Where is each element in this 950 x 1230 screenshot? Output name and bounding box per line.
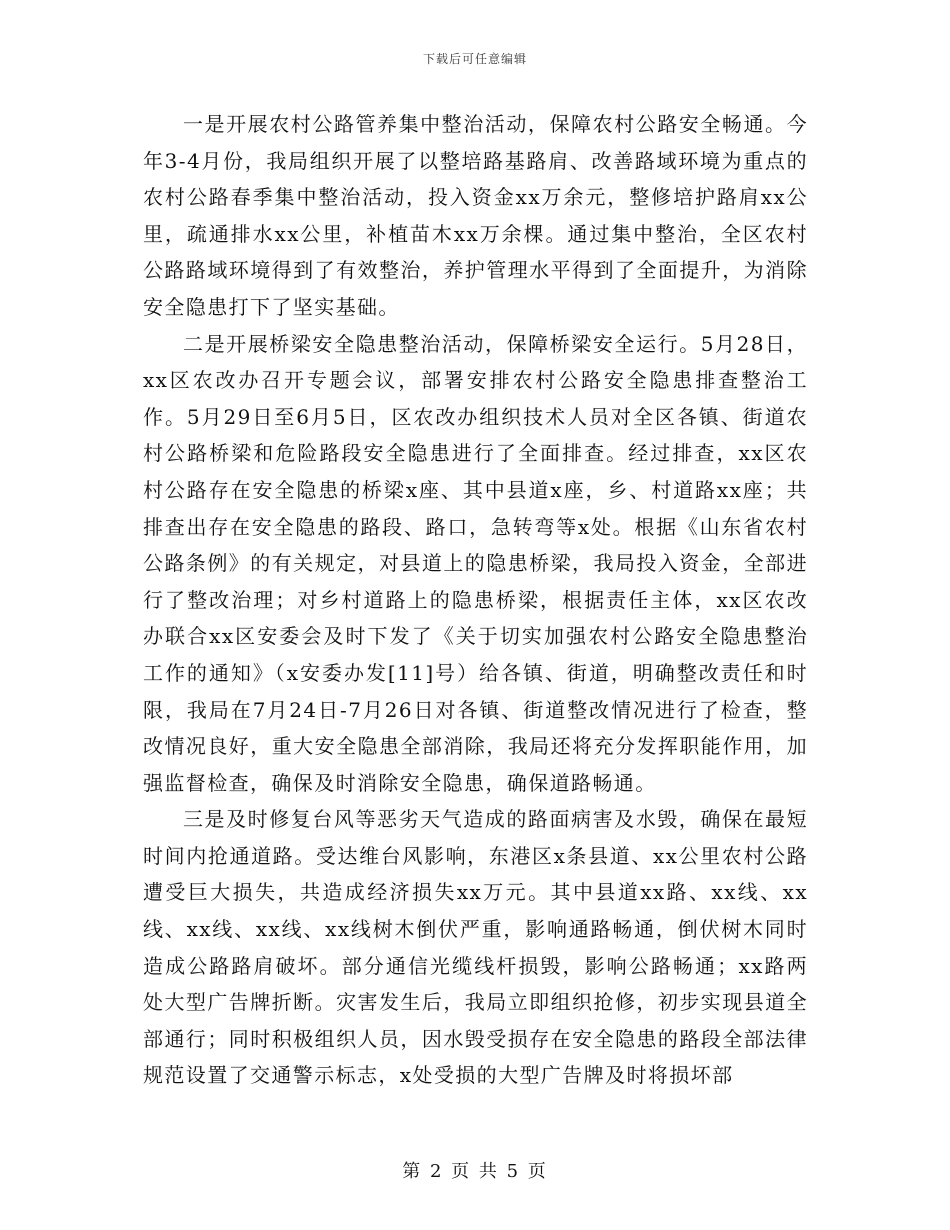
paragraph-2: 二是开展桥梁安全隐患整治活动，保障桥梁安全运行。5月28日，xx区农改办召开专题会议，部署安排农村公路安全隐患排查整治工作。5月29日至6月5日，区农改办组织技术人员对全区各镇、街道农村公路桥梁和危险路段安全隐患进行了全面排查。经过排查，xx区农村公路存在安全隐患的桥梁x座、其中县道x座，乡、村道路xx座；共排查出存在安全隐患的路段、路口，急转弯等x处。根据《山东省农村公路条例》的有关规定，对县道上的隐患桥梁，我局投入资金，全部进行了整改治理；对乡村道路上的隐患桥梁，根据责任主体，xx区农改办联合xx区安委会及时下发了《关于切实加强农村公路安全隐患整治工作的通知》（x安委办发[11]号）给各镇、街道，明确整改责任和时限，我局在7月24日-7月26日对各镇、街道整改情况进行了检查，整改情况良好，重大安全隐患全部消除，我局还将充分发挥职能作用，加强监督检查，确保及时消除安全隐患，确保道路畅通。 (143, 331, 808, 795)
page-number-footer: 第 2 页 共 5 页 (402, 1161, 548, 1182)
paragraph-3: 三是及时修复台风等恶劣天气造成的路面病害及水毁，确保在最短时间内抢通道路。受达维台风影响，东港区x条县道、xx公里农村公路遭受巨大损失，共造成经济损失xx万元。其中县道xx路、xx线、xx线、xx线、xx线、xx线树木倒伏严重，影响通路畅通，倒伏树木同时造成公路路肩破坏。部分通信光缆线杆损毁，影响公路畅通；xx路两处大型广告牌折断。灾害发生后，我局立即组织抢修，初步实现县道全部通行；同时积极组织人员，因水毁受损存在安全隐患的路段全部法律规范设置了交通警示标志，x处受损的大型广告牌及时将损坏部 (143, 807, 808, 1088)
paragraph-1: 一是开展农村公路管养集中整治活动，保障农村公路安全畅通。今年3-4月份，我局组织开展了以整培路基路肩、改善路域环境为重点的农村公路春季集中整治活动，投入资金xx万余元，整修培护路肩xx公里，疏通排水xx公里，补植苗木xx万余棵。通过集中整治，全区农村公路路域环境得到了有效整治，养护管理水平得到了全面提升，为消除安全隐患打下了坚实基础。 (143, 112, 808, 319)
page-header: 下载后可任意编辑 (422, 52, 527, 66)
body-text (143, 106, 808, 1094)
